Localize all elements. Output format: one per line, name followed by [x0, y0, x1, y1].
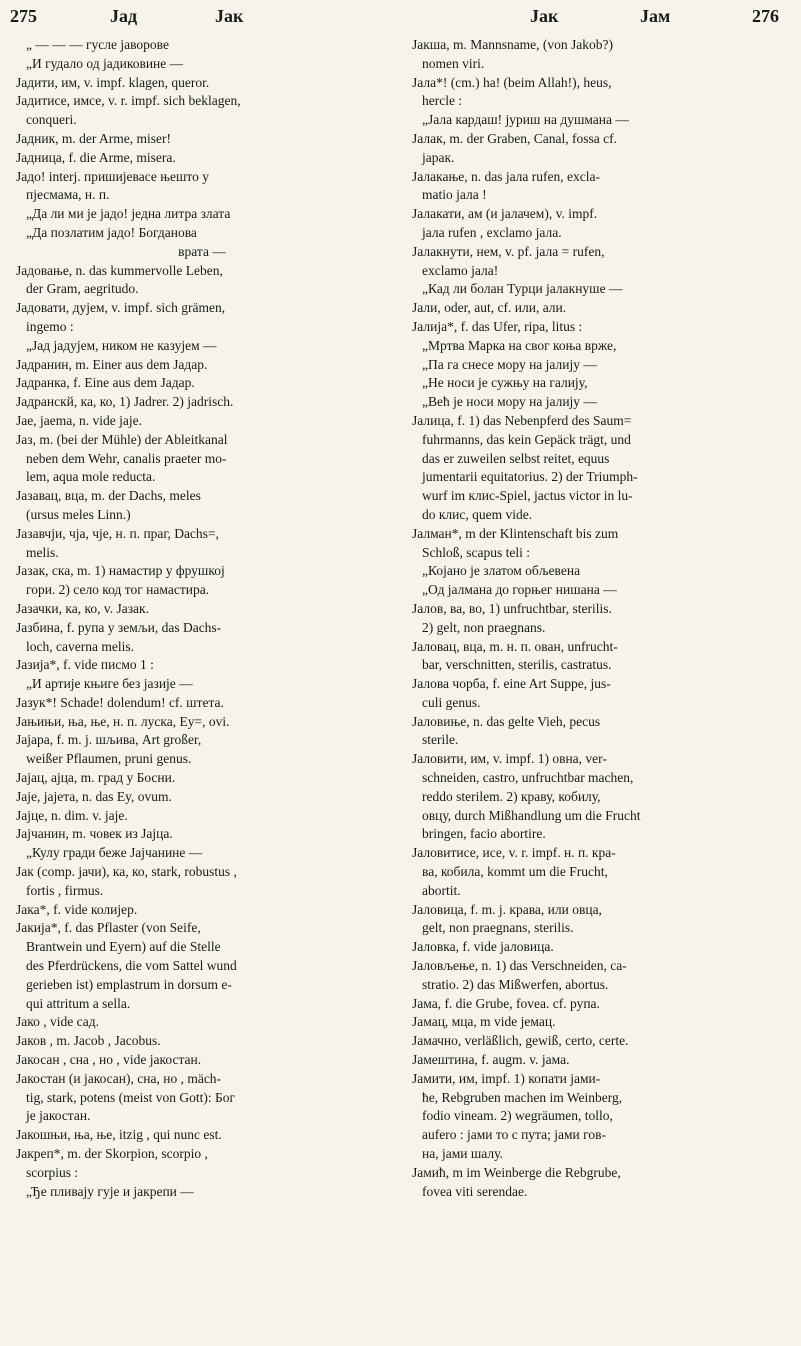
text-line: „Мртва Марка на свог коња врже,: [422, 337, 617, 353]
text-line: „Већ је носи мору на јалију —: [422, 394, 597, 410]
text-line: Јадо! interj. пришијевасе њешто у: [16, 168, 209, 184]
text-line: Јае, jaema, n. vide jaje.: [16, 412, 142, 428]
text-line: fodio vineam. 2) wegräumen, tollo,: [422, 1108, 613, 1124]
text-line: „Па га снесе мору на јалију —: [422, 356, 597, 372]
text-line: sterile.: [422, 732, 459, 748]
text-line: aufero : јами то с пута; јами гов-: [422, 1127, 606, 1143]
text-line: јарак.: [422, 149, 455, 165]
text-line: „Да позлатим јадо! Богданова: [26, 224, 197, 240]
text-line: „И гудало од јадиковине —: [26, 55, 184, 71]
text-line: ће, Rebgruben machen im Weinberg,: [422, 1089, 623, 1105]
text-line: овцу, durch Mißhandlung um die Frucht: [422, 807, 641, 823]
text-line: гори. 2) село код тог намастира.: [26, 582, 210, 598]
text-line: „Којано је златом обљевена: [422, 563, 581, 579]
guide-word-3: Јак: [530, 6, 559, 26]
text-line: gelt, non praegnans, sterilis.: [422, 920, 574, 936]
text-line: „Не носи је сужњу на галију,: [422, 375, 588, 391]
text-line: Јалак, m. der Graben, Canal, fossa cf.: [412, 130, 617, 146]
text-line: fovea viti serendae.: [422, 1183, 528, 1199]
text-line: „Ђе пливају гује и јакрепи —: [26, 1183, 194, 1199]
text-line: Јалакнути, нем, v. pf. јала = rufen,: [412, 243, 605, 259]
text-line: Јамити, им, impf. 1) копати јами-: [412, 1070, 601, 1086]
text-line: Јајце, n. dim. v. jaje.: [16, 807, 128, 823]
text-line: Јали, oder, aut, cf. или, али.: [412, 300, 567, 316]
page-number-left: 275: [10, 6, 37, 26]
text-line: „Кад ли болан Турци јалакнуше —: [422, 281, 623, 297]
guide-word-2: Јак: [215, 6, 244, 26]
guide-word-4: Јам: [640, 6, 671, 26]
text-line: Јакша, m. Mannsname, (von Jakob?): [412, 37, 614, 52]
text-line: врата —: [178, 243, 226, 259]
text-line: wurf im клис-Spiel, jactus victor in lu-: [422, 488, 633, 504]
text-line: bringen, facio abortire.: [422, 826, 546, 842]
text-line: Јаловити, им, v. impf. 1) овна, ver-: [412, 751, 607, 767]
text-line: scorpius :: [26, 1164, 79, 1180]
text-line: јала rufen , exclamo јала.: [422, 224, 562, 240]
text-line: fuhrmanns, das kein Gepäck trägt, und: [422, 431, 631, 447]
page-header: [0, 0, 801, 34]
text-line: ва, кобила, kommt um die Frucht,: [422, 864, 608, 880]
text-line: Јазбина, f. рупа у земљи, das Dachs-: [16, 619, 222, 635]
text-line: Јаков , m. Jacob , Jacobus.: [16, 1033, 161, 1049]
text-line: Јадранскй, ка, ко, 1) Jadrer. 2) jadrisch.: [16, 394, 234, 410]
text-line: Јадранка, f. Eine aus dem Јадар.: [16, 375, 195, 391]
text-line: conqueri.: [26, 112, 77, 128]
guide-word-1: Јад: [110, 6, 138, 26]
text-line: schneiden, castro, unfruchtbar machen,: [422, 770, 634, 786]
text-line: Јака*, f. vide колијер.: [16, 901, 138, 917]
text-line: Јаје, јајета, n. das Ey, ovum.: [16, 788, 172, 804]
text-line: das er zuweilen selbst reitet, equus: [422, 450, 610, 466]
text-line: Јаловљење, n. 1) das Verschneiden, ca-: [412, 958, 627, 974]
text-line: Јама, f. die Grube, fovea. cf. рупа.: [412, 995, 600, 1011]
text-line: Јакосан , сна , но , vide јакостан.: [16, 1052, 202, 1068]
text-line: Јамац, мца, m vide јемац.: [412, 1014, 556, 1030]
left-column: [16, 36, 388, 1201]
text-line: Јамић, m im Weinberge die Rebgrube,: [412, 1164, 621, 1180]
text-line: „Јад јадујем, ником не казујем —: [26, 337, 217, 353]
text-line: „Од јалмана до горњег нишана —: [422, 582, 617, 598]
text-line: Јалакати, ам (и јалачем), v. impf.: [412, 206, 598, 222]
text-line: Јалица, f. 1) das Nebenpferd des Saum=: [412, 412, 632, 428]
text-line: Јамештина, f. augm. v. јама.: [412, 1052, 570, 1068]
text-line: Јадник, m. der Arme, miser!: [16, 130, 171, 146]
text-line: „Кулу гради беже Јајчанине —: [26, 845, 203, 861]
text-line: Јадовање, n. das kummervolle Leben,: [16, 262, 223, 278]
text-line: do клис, quem vide.: [422, 506, 533, 522]
text-line: Јакошњи, ња, ње, itzig , qui nunc est.: [16, 1127, 222, 1143]
text-line: hercle :: [422, 93, 463, 109]
text-line: Јазак, ска, m. 1) намастир у фрушкој: [16, 563, 225, 579]
text-line: Јазавчји, чја, чје, н. п. праг, Dachs=,: [16, 525, 219, 541]
text-line: Јањињи, ња, ње, н. п. луска, Ey=, ovi.: [16, 713, 230, 729]
text-line: reddo sterilem. 2) краву, кобилу,: [422, 788, 601, 804]
text-line: fortis , firmus.: [26, 882, 104, 898]
text-line: „Да ли ми је јадо! једна литра злата: [26, 206, 231, 222]
text-line: Јалов, ва, во, 1) unfruchtbar, sterilis.: [412, 600, 612, 616]
text-line: „Јала кардаш! јуриш на душмана —: [422, 112, 629, 128]
text-line: Јадранин, m. Einer aus dem Јадар.: [16, 356, 208, 372]
text-line: Јајчанин, m. човек из Јајца.: [16, 826, 173, 842]
text-line: der Gram, aegritudo.: [26, 281, 139, 297]
text-line: tig, stark, potens (meist von Gott): Бог: [26, 1089, 236, 1105]
text-line: Јазук*! Schade! dolendum! cf. штета.: [16, 694, 224, 710]
text-line: 2) gelt, non praegnans.: [422, 619, 546, 635]
text-line: Јаловка, f. vide јаловица.: [412, 939, 554, 955]
right-column: [412, 36, 784, 1201]
text-line: Јадити, им, v. impf. klagen, queror.: [16, 74, 210, 90]
text-line: stratio. 2) das Mißwerfen, abortus.: [422, 976, 609, 992]
text-line: Јалман*, m der Klintenschaft bis zum: [412, 525, 619, 541]
text-line: des Pferdrückens, die vom Sattel wund: [26, 958, 237, 974]
text-line: Јаловитисе, исе, v. r. impf. н. п. кра-: [412, 845, 616, 861]
text-line: lem, aqua mole reducta.: [26, 469, 156, 485]
text-line: culi genus.: [422, 694, 481, 710]
text-line: ingemo :: [26, 318, 74, 334]
text-line: Јаловица, f. m. j. крава, или овца,: [412, 901, 602, 917]
text-line: „ — — — гуслe јаворове: [26, 37, 169, 52]
text-line: Јалија*, f. das Ufer, ripa, litus :: [412, 318, 583, 334]
text-line: bar, verschnitten, sterilis, castratus.: [422, 657, 612, 673]
text-line: је јакостан.: [26, 1108, 91, 1124]
text-line: Јазија*, f. vide писмо 1 :: [16, 657, 154, 673]
text-line: Јазачки, ка, ко, v. Јазак.: [16, 600, 149, 616]
text-line: exclamo јала!: [422, 262, 499, 278]
text-line: Јаловац, вца, m. н. п. ован, unfrucht-: [412, 638, 618, 654]
text-line: „И артије књиге без јазије —: [26, 676, 193, 692]
text-line: (ursus meles Linn.): [26, 506, 131, 522]
text-line: Јаз, m. (bei der Mühle) der Ableitkanal: [16, 431, 228, 447]
text-line: Јајара, f. m. j. шљива, Art großer,: [16, 732, 202, 748]
text-line: Јакија*, f. das Pflaster (von Seife,: [16, 920, 201, 936]
text-line: Јазавац, вца, m. der Dachs, meles: [16, 488, 201, 504]
text-line: Јакостан (и јакосан), сна, но , mäch-: [16, 1070, 222, 1086]
text-line: Brantwein und Eyern) auf die Stelle: [26, 939, 221, 955]
text-line: gerieben ist) emplastrum in dorsum e-: [26, 976, 232, 992]
text-line: Јајац, ајца, m. град у Босни.: [16, 770, 176, 786]
text-line: loch, caverna melis.: [26, 638, 134, 654]
text-line: Јако , vide сад.: [16, 1014, 100, 1030]
text-line: matio јала !: [422, 187, 487, 203]
text-line: Јадитисе, имсе, v. r. impf. sich beklagen,: [16, 93, 241, 109]
text-line: Јалакање, n. das jала rufen, excla-: [412, 168, 600, 184]
text-line: melis.: [26, 544, 59, 560]
text-line: Јадовати, дујем, v. impf. sich grämen,: [16, 300, 226, 316]
text-line: weißer Pflaumen, pruni genus.: [26, 751, 192, 767]
page-number-right: 276: [752, 6, 779, 26]
text-line: Јамачно, verläßlich, gewiß, certo, certe.: [412, 1033, 629, 1049]
text-line: jumentarii equitatorius. 2) der Triumph-: [422, 469, 638, 485]
text-line: Јадница, f. die Arme, misera.: [16, 149, 176, 165]
text-line: Јакреп*, m. der Skorpion, scorpio ,: [16, 1146, 208, 1162]
text-line: Јаловиње, n. das gelte Vieh, pecus: [412, 713, 601, 729]
text-line: qui attritum a sella.: [26, 995, 131, 1011]
text-line: Јала*! (cm.) ha! (beim Allah!), heus,: [412, 74, 612, 90]
text-line: neben dem Wehr, canalis praeter mo-: [26, 450, 227, 466]
text-line: Schloß, scapus teli :: [422, 544, 530, 560]
text-line: пјесмама, н. п.: [26, 187, 110, 203]
text-line: Јалова чорба, f. eine Art Suppe, jus-: [412, 676, 611, 692]
text-line: nomen viri.: [422, 55, 485, 71]
text-line: abortit.: [422, 882, 461, 898]
text-line: Јак (comp. јачи), ка, ко, stark, robustus ,: [16, 864, 237, 880]
text-line: на, јами шалу.: [422, 1146, 503, 1162]
